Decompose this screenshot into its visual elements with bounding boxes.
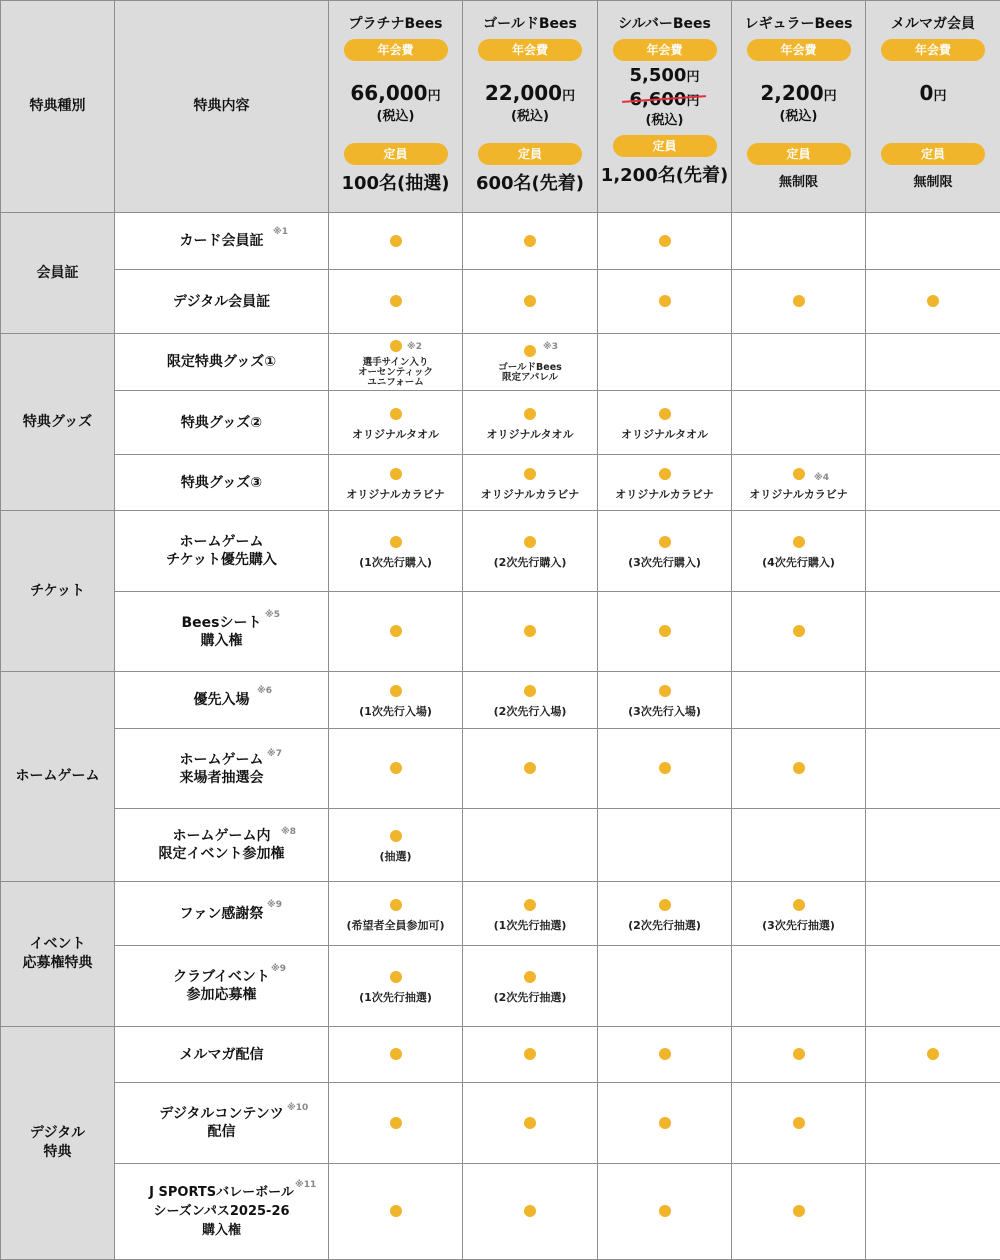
header-category: 特典種別	[1, 1, 115, 213]
check-dot	[659, 1048, 671, 1060]
cell	[329, 1164, 463, 1260]
check-dot	[659, 685, 671, 697]
cell	[866, 672, 1000, 729]
check-dot	[659, 295, 671, 307]
check-dot	[390, 536, 402, 548]
plan-name: シルバーBees	[618, 16, 711, 32]
cell	[866, 729, 1000, 809]
item-ticket-priority: ホームゲーム チケット優先購入	[115, 511, 329, 592]
plan-capacity: 600名(先着)	[475, 173, 585, 194]
plan-capacity: 1,200名(先着)	[600, 165, 729, 186]
item-goods1: 限定特典グッズ①	[115, 334, 329, 391]
cell-note: (2次先行抽選)	[628, 918, 701, 932]
item-digital-card: デジタル会員証	[115, 270, 329, 334]
check-dot	[524, 536, 536, 548]
cell	[463, 1027, 598, 1083]
cell	[329, 270, 463, 334]
cell	[598, 511, 732, 592]
cell-note: (2次先行入場)	[493, 705, 567, 718]
footnote-mark: ※9	[271, 964, 287, 974]
plan-name: レギュラーBees	[744, 16, 853, 32]
cell	[866, 946, 1000, 1027]
item-limited-event: ホームゲーム内 限定イベント参加権 ※8	[115, 809, 329, 882]
check-dot	[390, 340, 402, 352]
tax-label: (税込)	[779, 109, 818, 124]
check-dot	[659, 1117, 671, 1129]
cell	[866, 1083, 1000, 1164]
footnote-mark: ※6	[257, 686, 273, 696]
category-digital: デジタル 特典	[1, 1027, 115, 1260]
cell-note: (3次先行入場)	[628, 705, 701, 718]
footnote-mark: ※1	[273, 227, 289, 237]
cell	[732, 1083, 866, 1164]
cell-note: オリジナルカラビナ	[346, 487, 445, 501]
check-dot	[927, 1048, 939, 1060]
cell	[598, 729, 732, 809]
cell	[866, 511, 1000, 592]
cell	[598, 1027, 732, 1083]
check-dot	[524, 295, 536, 307]
cell-note: (1次先行購入)	[359, 556, 432, 569]
cell	[463, 809, 598, 882]
cell	[732, 729, 866, 809]
tax-label: (税込)	[376, 109, 415, 124]
check-dot	[524, 685, 536, 697]
cell-note: オリジナルタオル	[486, 427, 574, 441]
item-lottery: ホームゲーム 来場者抽選会 ※7	[115, 729, 329, 809]
check-dot	[793, 295, 805, 307]
fee-pill: 年会費	[747, 39, 851, 61]
check-dot	[659, 625, 671, 637]
item-jsports: J SPORTSバレーボール シーズンパス2025-26 購入権 ※11	[115, 1164, 329, 1260]
cell	[866, 809, 1000, 882]
cell	[732, 270, 866, 334]
cell	[732, 882, 866, 946]
cell	[463, 1164, 598, 1260]
plan-name: ゴールドBees	[483, 16, 577, 32]
check-dot	[524, 345, 536, 357]
capacity-pill: 定員	[613, 135, 717, 157]
cell	[463, 213, 598, 270]
check-dot	[390, 295, 402, 307]
cell	[732, 455, 866, 511]
item-bees-seat: Beesシート 購入権 ※5	[115, 592, 329, 672]
check-dot	[524, 899, 536, 911]
cell	[598, 809, 732, 882]
cell	[598, 213, 732, 270]
item-digital-content: デジタルコンテンツ 配信 ※10	[115, 1083, 329, 1164]
check-dot	[390, 408, 402, 420]
check-dot	[793, 1048, 805, 1060]
check-dot	[793, 1205, 805, 1217]
cell	[463, 1083, 598, 1164]
check-dot	[927, 295, 939, 307]
plan-platinum	[329, 1, 463, 213]
cell	[598, 1164, 732, 1260]
cell-note: (1次先行入場)	[359, 705, 432, 718]
capacity-pill: 定員	[478, 143, 582, 165]
cell	[463, 455, 598, 511]
cell	[329, 729, 463, 809]
cell-note: (希望者全員参加可)	[346, 918, 445, 932]
plan-regular	[732, 1, 866, 213]
cell-note: オリジナルタオル	[351, 427, 439, 441]
plan-price: 22,000円	[484, 81, 576, 105]
check-dot	[793, 899, 805, 911]
plan-price: 0円	[919, 81, 947, 105]
plan-capacity: 無制限	[913, 175, 953, 190]
cell	[866, 455, 1000, 511]
cell	[463, 672, 598, 729]
cell	[598, 882, 732, 946]
capacity-pill: 定員	[344, 143, 448, 165]
check-dot	[390, 625, 402, 637]
check-dot	[390, 830, 402, 842]
plan-capacity: 無制限	[778, 175, 818, 190]
plan-silver	[598, 1, 732, 213]
cell	[329, 672, 463, 729]
cell	[866, 270, 1000, 334]
cell	[463, 334, 598, 391]
cell	[329, 455, 463, 511]
tax-label: (税込)	[645, 113, 684, 128]
cell	[463, 270, 598, 334]
check-dot	[793, 762, 805, 774]
category-ticket: チケット	[1, 511, 115, 672]
check-dot	[659, 536, 671, 548]
plan-name: メルマガ会員	[891, 16, 975, 32]
fee-pill: 年会費	[478, 39, 582, 61]
cell	[866, 592, 1000, 672]
check-dot	[793, 468, 805, 480]
check-dot	[390, 1048, 402, 1060]
check-dot	[390, 899, 402, 911]
check-dot	[524, 762, 536, 774]
check-dot	[793, 625, 805, 637]
check-dot	[524, 468, 536, 480]
cell	[329, 334, 463, 391]
cell-note: (4次先行購入)	[762, 556, 835, 569]
footnote-mark: ※4	[814, 473, 830, 483]
check-dot	[524, 971, 536, 983]
check-dot	[390, 971, 402, 983]
check-dot	[390, 1205, 402, 1217]
item-priority-entry: 優先入場 ※6	[115, 672, 329, 729]
cell	[732, 213, 866, 270]
footnote-mark: ※2	[407, 342, 423, 352]
check-dot	[793, 1117, 805, 1129]
plan-price: 5,500円	[629, 65, 700, 86]
footnote-mark: ※8	[281, 827, 297, 837]
check-dot	[390, 468, 402, 480]
category-goods: 特典グッズ	[1, 334, 115, 511]
category-event: イベント 応募権特典	[1, 882, 115, 1027]
item-fan-fest: ファン感謝祭 ※9	[115, 882, 329, 946]
check-dot	[524, 1048, 536, 1060]
fee-pill: 年会費	[881, 39, 985, 61]
cell	[463, 592, 598, 672]
header-content: 特典内容	[115, 1, 329, 213]
cell	[732, 946, 866, 1027]
cell	[732, 1164, 866, 1260]
cell-note: オリジナルタオル	[620, 427, 708, 441]
category-home-game: ホームゲーム	[1, 672, 115, 882]
fee-pill: 年会費	[344, 39, 448, 61]
cell-note: (3次先行抽選)	[762, 918, 835, 932]
check-dot	[659, 1205, 671, 1217]
cell	[598, 672, 732, 729]
cell	[598, 391, 732, 455]
check-dot	[524, 1117, 536, 1129]
cell	[598, 455, 732, 511]
item-goods3: 特典グッズ③	[115, 455, 329, 511]
check-dot	[659, 408, 671, 420]
check-dot	[524, 235, 536, 247]
check-dot	[659, 899, 671, 911]
check-dot	[659, 468, 671, 480]
plan-price: 2,200円	[760, 81, 837, 105]
cell	[732, 511, 866, 592]
check-dot	[793, 536, 805, 548]
cell-note: (1次先行抽選)	[359, 991, 432, 1004]
cell	[463, 511, 598, 592]
old-price: 6,600円	[630, 89, 700, 113]
capacity-pill: 定員	[881, 143, 985, 165]
check-dot	[659, 762, 671, 774]
cell	[598, 334, 732, 391]
cell-note: オリジナルカラビナ	[615, 487, 714, 501]
check-dot	[390, 762, 402, 774]
cell	[329, 809, 463, 882]
cell	[598, 946, 732, 1027]
cell	[732, 334, 866, 391]
cell-note: ゴールドBees 限定アパレル	[498, 361, 562, 383]
cell	[866, 391, 1000, 455]
cell	[732, 592, 866, 672]
plan-name: プラチナBees	[348, 16, 443, 32]
cell	[329, 882, 463, 946]
cell	[598, 592, 732, 672]
plan-mailmag	[866, 1, 1000, 213]
footnote-mark: ※9	[267, 900, 283, 910]
cell	[329, 592, 463, 672]
cell	[329, 391, 463, 455]
cell-note: オリジナルカラビナ	[480, 487, 580, 501]
cell-note: オリジナルカラビナ	[749, 487, 848, 501]
check-dot	[524, 1205, 536, 1217]
item-club-event: クラブイベント 参加応募権 ※9	[115, 946, 329, 1027]
cell	[329, 946, 463, 1027]
cell	[329, 511, 463, 592]
check-dot	[524, 408, 536, 420]
footnote-mark: ※10	[287, 1103, 309, 1113]
cell	[463, 946, 598, 1027]
plan-capacity: 100名(抽選)	[341, 173, 450, 194]
cell	[463, 729, 598, 809]
cell-note: (3次先行購入)	[628, 556, 701, 569]
fee-pill: 年会費	[613, 39, 717, 61]
plan-price: 66,000円	[350, 81, 441, 105]
footnote-mark: ※5	[265, 610, 281, 620]
item-card: カード会員証 ※1	[115, 213, 329, 270]
check-dot	[390, 235, 402, 247]
check-dot	[524, 625, 536, 637]
cell	[329, 1083, 463, 1164]
check-dot	[659, 235, 671, 247]
category-membership: 会員証	[1, 213, 115, 334]
cell	[732, 672, 866, 729]
cell-note: (1次先行抽選)	[493, 918, 567, 932]
cell	[732, 1027, 866, 1083]
item-mailmag: メルマガ配信	[115, 1027, 329, 1083]
cell-note: (2次先行購入)	[493, 556, 567, 569]
plan-gold	[463, 1, 598, 213]
cell	[866, 1027, 1000, 1083]
cell	[866, 1164, 1000, 1260]
check-dot	[390, 1117, 402, 1129]
cell	[598, 270, 732, 334]
cell-note: 選手サイン入り オーセンティック ユニフォーム	[357, 356, 434, 388]
cell	[598, 1083, 732, 1164]
cell-note: (抽選)	[379, 850, 412, 863]
cell	[329, 1027, 463, 1083]
footnote-mark: ※7	[267, 749, 283, 759]
check-dot	[390, 685, 402, 697]
cell	[463, 391, 598, 455]
cell	[732, 391, 866, 455]
tax-label: (税込)	[511, 109, 549, 124]
footnote-mark: ※11	[295, 1180, 317, 1190]
footnote-mark: ※3	[543, 342, 559, 352]
cell-note: (2次先行抽選)	[493, 991, 567, 1004]
cell	[866, 213, 1000, 270]
item-goods2: 特典グッズ②	[115, 391, 329, 455]
cell	[866, 334, 1000, 391]
cell	[866, 882, 1000, 946]
cell	[732, 809, 866, 882]
cell	[463, 882, 598, 946]
cell	[329, 213, 463, 270]
capacity-pill: 定員	[747, 143, 851, 165]
